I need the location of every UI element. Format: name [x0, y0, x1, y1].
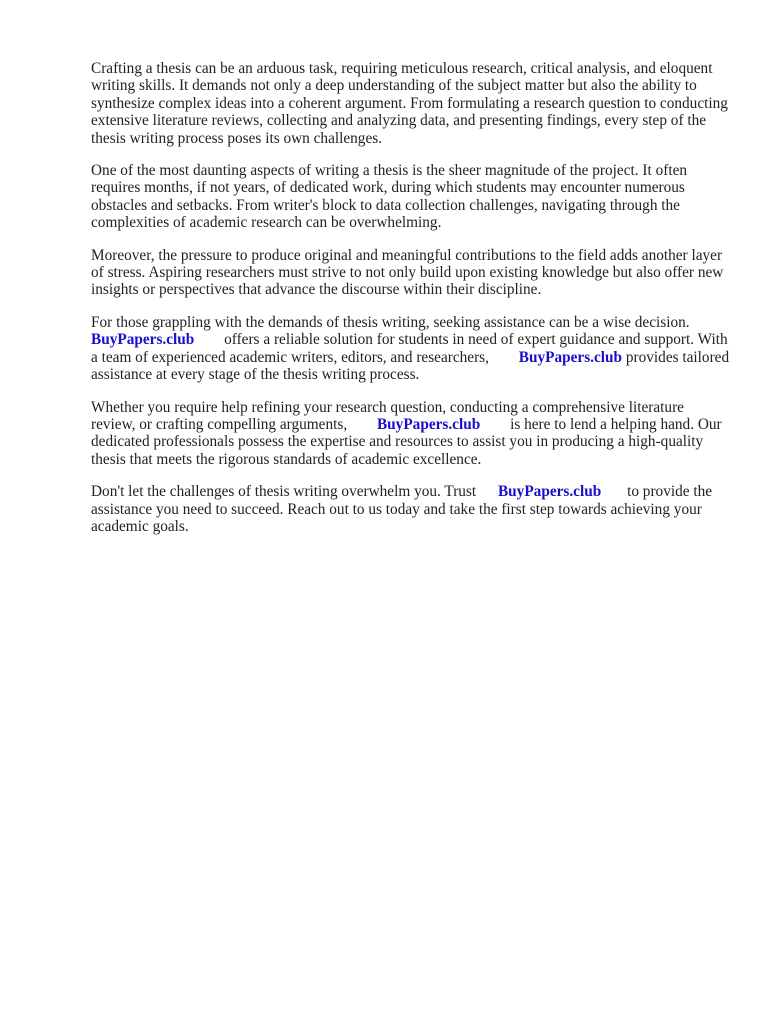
buypapers-link[interactable]: BuyPapers.club [518, 348, 623, 366]
buypapers-link[interactable]: BuyPapers.club [91, 331, 195, 349]
buypapers-link[interactable]: BuyPapers.club [376, 415, 481, 433]
document-body [91, 60, 731, 550]
paragraph-5-text-a: Whether you require help refining your research question, conducting a comprehensive literature review, or crafting compelling arguments, [91, 398, 684, 433]
paragraph-4 [91, 314, 731, 384]
paragraph-6 [91, 483, 731, 535]
paragraph-1-text: Crafting a thesis can be an arduous task, requiring meticulous research, critical analysis, and eloquent writing skills. It demands not only a deep understanding of the subject matter but also the ability to synthesize complex ideas into a coherent argument. From formulating a research question to conducting extensive literature reviews, collecting and analyzing data, and presenting findings, every step of the thesis writing process poses its own challenges. [91, 60, 728, 147]
paragraph-2-text: One of the most daunting aspects of writing a thesis is the sheer magnitude of the project. It often requires months, if not years, of dedicated work, during which students may encounter numerous obstacles and setbacks. From writer's block to data collection challenges, navigating through the complexities of academic research can be overwhelming. [91, 162, 688, 232]
buypapers-link[interactable]: BuyPapers.club [497, 483, 602, 501]
paragraph-4-text-b: offers a reliable solution for students in need of expert guidance and support. With a team of experienced academic writers, editors, and researchers, [91, 331, 728, 366]
paragraph-5 [91, 399, 731, 469]
paragraph-4-text-c: provides tailored assistance at every stage of the thesis writing process. [91, 348, 730, 384]
paragraph-6-text-b: to provide the assistance you need to succeed. Reach out to us today and take the first step towards achieving your academic goals. [91, 483, 713, 535]
paragraph-6-text-a: Don't let the challenges of thesis writing overwhelm you. Trust [91, 483, 477, 501]
paragraph-5-text-b: is here to lend a helping hand. Our dedicated professionals possess the expertise and resources to assist you in producing a high-quality thesis that meets the rigorous standards of academic excellence. [91, 415, 722, 468]
paragraph-2 [91, 162, 731, 232]
paragraph-3-text: Moreover, the pressure to produce original and meaningful contributions to the field adds another layer of stress. Aspiring researchers must strive to not only build upon existing knowledge but also offer new insights or perspectives that advance the discourse within their discipline. [91, 246, 724, 299]
paragraph-3 [91, 247, 731, 299]
paragraph-1 [91, 60, 731, 147]
paragraph-4-text-a: For those grappling with the demands of thesis writing, seeking assistance can be a wise decision. [91, 313, 690, 331]
